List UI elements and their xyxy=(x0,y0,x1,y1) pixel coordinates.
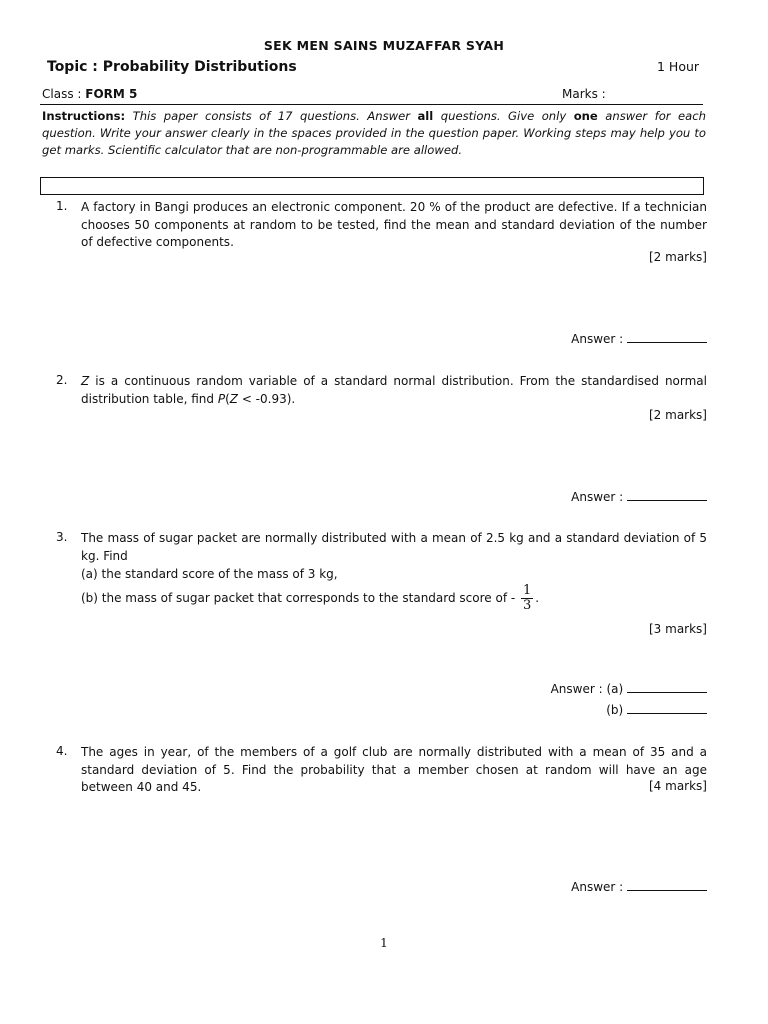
question-3-answer-label-a: Answer : (a) xyxy=(550,682,627,696)
question-1-answer xyxy=(480,331,707,346)
question-4-answer xyxy=(480,879,707,894)
question-2-marks: [2 marks] xyxy=(649,408,707,422)
instructions-label: Instructions: xyxy=(42,109,126,123)
question-2-number: 2. xyxy=(56,373,68,387)
header-divider xyxy=(40,104,703,105)
question-1-answer-label: Answer : xyxy=(571,332,627,346)
fraction-denominator: 3 xyxy=(523,598,532,613)
question-4-number: 4. xyxy=(56,744,68,758)
question-2-answer xyxy=(480,489,707,504)
question-2-expr-paren: ( xyxy=(225,391,230,406)
question-4-answer-blank[interactable] xyxy=(627,879,707,891)
instructions xyxy=(42,108,706,159)
question-3-answer-blank-a[interactable] xyxy=(627,681,707,693)
instructions-text-2: questions. Give only xyxy=(433,109,574,123)
question-4-answer-label: Answer : xyxy=(571,880,627,894)
question-1-number: 1. xyxy=(56,199,68,213)
question-3-text: The mass of sugar packet are normally distributed with a mean of 2.5 kg and a standard deviation of 5 kg. Find xyxy=(81,531,707,563)
marks-label: Marks : xyxy=(562,87,606,101)
question-1-answer-blank[interactable] xyxy=(627,331,707,343)
instructions-text-1: This paper consists of 17 questions. Answer xyxy=(125,109,418,123)
question-3-number: 3. xyxy=(56,530,68,544)
question-2-text-a: is a continuous random variable of a standard normal distribution. From the standardised normal distribution table, find xyxy=(81,374,707,406)
question-2-expr-tail: < -0.93). xyxy=(238,391,296,406)
question-3-answer-a xyxy=(440,681,707,696)
question-2-var-z: Z xyxy=(81,374,90,388)
school-name: SEK MEN SAINS MUZAFFAR SYAH xyxy=(263,38,505,53)
fraction-numerator: 1 xyxy=(523,583,532,598)
question-1-marks: [2 marks] xyxy=(649,250,707,264)
fraction-one-third xyxy=(521,584,533,613)
class-label: Class : xyxy=(42,87,86,101)
question-4-text: The ages in year, of the members of a golf club are normally distributed with a mean of 35 and a standard deviation of 5. Find the probability that a member chosen at random will have an age between 40 and 45. xyxy=(81,745,707,794)
question-3-part-b xyxy=(81,584,707,613)
question-2-text xyxy=(81,373,707,408)
instructions-bold-one: one xyxy=(573,109,598,123)
question-2-answer-blank[interactable] xyxy=(627,489,707,501)
question-2-expr-p: P xyxy=(217,391,226,406)
question-3-part-a: (a) the standard score of the mass of 3 kg, xyxy=(81,567,338,581)
page-number: 1 xyxy=(380,936,388,950)
topic-title: Topic : Probability Distributions xyxy=(47,59,297,75)
question-3-answer-b xyxy=(440,702,707,717)
question-2-expr-z: Z xyxy=(229,391,238,406)
class-row xyxy=(42,87,137,101)
instructions-bold-all: all xyxy=(417,109,434,123)
question-3-marks: [3 marks] xyxy=(649,622,707,636)
question-4-marks: [4 marks] xyxy=(649,779,707,793)
instructions-text-3: answer for each question. Write your answer clearly in the spaces provided in the question paper. Working steps may help you to get marks. Scientific calculator that are non-programmable are allowed. xyxy=(42,109,706,157)
duration: 1 Hour xyxy=(657,59,700,74)
question-3-answer-blank-b[interactable] xyxy=(627,702,707,714)
question-3-answer-label-b: (b) xyxy=(606,703,627,717)
class-value: FORM 5 xyxy=(85,87,138,101)
question-2-answer-label: Answer : xyxy=(571,490,627,504)
question-3-part-b-end: . xyxy=(535,591,540,605)
question-1-text: A factory in Bangi produces an electronic component. 20 % of the product are defective. If a technician chooses 50 components at random to be tested, find the mean and standard deviation of the number of defective components. xyxy=(81,200,707,249)
empty-box xyxy=(40,177,704,195)
question-3-part-b-text: (b) the mass of sugar packet that corresponds to the standard score of - xyxy=(81,591,520,605)
